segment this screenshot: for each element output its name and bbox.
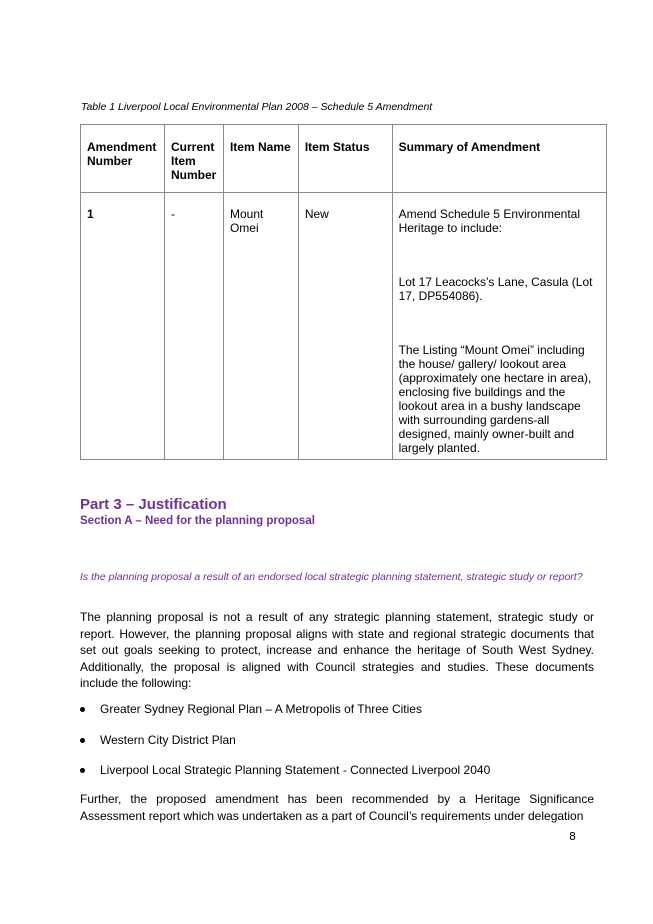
section-heading: Section A – Need for the planning proposal: [80, 515, 315, 527]
document-list: [80, 702, 600, 794]
list-item: [80, 702, 600, 717]
cell-amendment-number: 1: [81, 193, 165, 460]
summary-paragraph: The Listing “Mount Omei” including the house/ gallery/ lookout area (approximately one hectare in area), enclosing five buildings and the lookout area in a bushy landscape with surrounding gardens-all designed, mainly owner-built and largely planted.: [398, 343, 592, 455]
part-heading: Part 3 – Justification: [80, 496, 227, 513]
list-item: [80, 733, 600, 748]
list-item: [80, 763, 600, 778]
cell-item-status: New: [298, 193, 392, 460]
summary-paragraph: Lot 17 Leacocks’s Lane, Casula (Lot 17, DP554086).: [398, 275, 593, 303]
list-item-text: Greater Sydney Regional Plan – A Metropolis of Three Cities: [100, 702, 422, 716]
header-current-item-number: Current Item Number: [164, 125, 223, 193]
cell-summary: [392, 193, 606, 460]
body-paragraph: The planning proposal is not a result of any strategic planning statement, strategic study or report. However, the planning proposal aligns with state and regional strategic documents that set out goals seeking to protect, increase and enhance the heritage of South West Sydney. Additionally, the proposal is aligned with Council strategies and studies. These documents include the following:: [80, 610, 594, 691]
amendment-table: [80, 124, 607, 460]
list-item-text: Liverpool Local Strategic Planning Statement - Connected Liverpool 2040: [100, 763, 491, 777]
table-caption: Table 1 Liverpool Local Environmental Plan 2008 – Schedule 5 Amendment: [81, 101, 433, 113]
bullet-icon: [80, 768, 85, 773]
header-summary-of-amendment: Summary of Amendment: [392, 125, 606, 193]
table-row: [81, 193, 607, 460]
cell-current-item-number: -: [164, 193, 223, 460]
question-text: Is the planning proposal a result of an endorsed local strategic planning statement, strategic study or report?: [80, 571, 583, 583]
body-paragraph: Further, the proposed amendment has been recommended by a Heritage Significance Assessment report which was undertaken as a part of Council’s requirements under delegation: [80, 792, 594, 823]
header-item-name: Item Name: [223, 125, 298, 193]
summary-paragraph: Amend Schedule 5 Environmental Heritage to include:: [398, 207, 581, 235]
bullet-icon: [80, 738, 85, 743]
page-number: 8: [569, 830, 576, 843]
header-amendment-number: Amendment Number: [81, 125, 165, 193]
header-item-status: Item Status: [298, 125, 392, 193]
bullet-icon: [80, 707, 85, 712]
list-item-text: Western City District Plan: [100, 732, 236, 747]
cell-item-name: Mount Omei: [223, 193, 298, 460]
table-header-row: [81, 125, 607, 193]
